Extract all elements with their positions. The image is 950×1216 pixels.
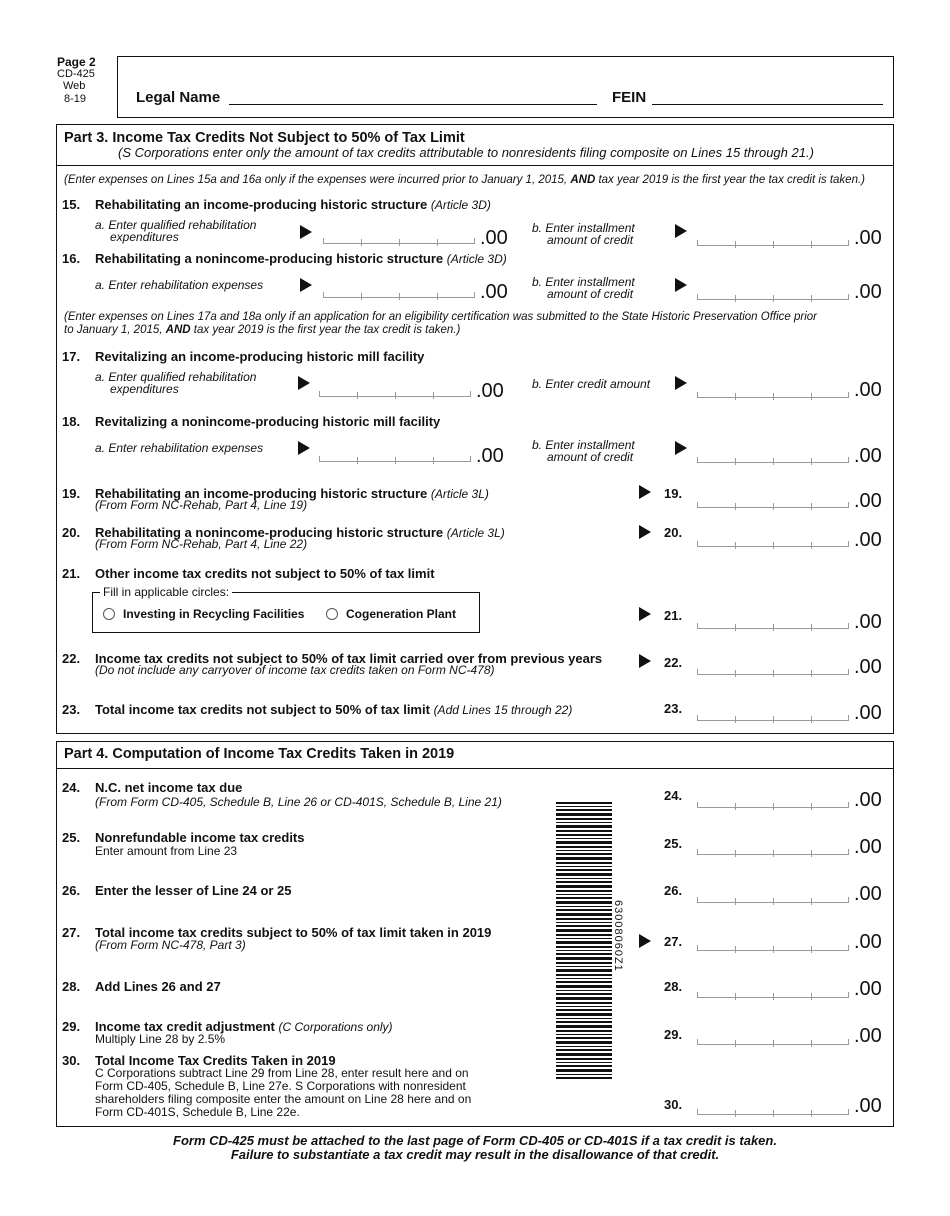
header-box: [117, 56, 894, 118]
line-30-cents: .00: [854, 1095, 882, 1117]
line-21-option-cogeneration[interactable]: Cogeneration Plant: [326, 608, 456, 621]
line-20-title: Rehabilitating a nonincome-producing historic structure (Article 3L): [95, 525, 505, 540]
arrow-icon: [639, 525, 651, 539]
line-16a-label: a. Enter rehabilitation expenses: [95, 278, 264, 292]
line-21-title: Other income tax credits not subject to 50% of tax limit: [95, 566, 435, 581]
line-21-number: 21.: [62, 566, 81, 581]
legal-name-label: Legal Name: [136, 89, 221, 106]
arrow-icon: [675, 376, 687, 390]
line-23-number: 23.: [62, 702, 81, 717]
line-23-field[interactable]: [697, 703, 849, 721]
part3-note1: (Enter expenses on Lines 15a and 16a only if the expenses were incurred prior to January 1, 2015, AND tax year 2019 is the first year the tax credit is taken.): [64, 174, 865, 186]
line-27-number: 27.: [62, 925, 81, 940]
line-17a-cents: .00: [476, 380, 504, 402]
line-21-fill-label: Fill in applicable circles:: [100, 586, 232, 599]
footer-line-2: Failure to substantiate a tax credit may result in the disallowance of that credit.: [230, 1147, 720, 1162]
line-26-field[interactable]: [697, 885, 849, 903]
line-17a-field[interactable]: [319, 379, 471, 397]
line-15a-cents: .00: [480, 227, 508, 249]
line-15a-label: a. Enter qualified rehabilitation: [95, 218, 257, 232]
line-16-number: 16.: [62, 251, 81, 266]
line-26-title: Enter the lesser of Line 24 or 25: [95, 883, 292, 898]
line-24-source: (From Form CD-405, Schedule B, Line 26 or CD-401S, Schedule B, Line 21): [95, 795, 502, 809]
line-30-instruction: C Corporations subtract Line 29 from Line 28, enter result here and on Form CD-405, Schedule B, Line 27e. S Corporations with nonresident shareholders filing composite enter the amount on Line 28 here and on Form CD-401S, Schedule B, Line 22e.: [95, 1066, 472, 1119]
footer-line-1: Form CD-425 must be attached to the last page of Form CD-405 or CD-401S if a tax credit is taken.: [173, 1133, 777, 1148]
arrow-icon: [298, 441, 310, 455]
part3-note2: (Enter expenses on Lines 17a and 18a only if an application for an eligibility certification was submitted to the State Historic Preservation Office prior to January 1, 2015, AND tax year 2019 is the first year the tax credit is taken.): [64, 311, 818, 336]
line-27-title: Total income tax credits subject to 50% of tax limit taken in 2019: [95, 925, 492, 940]
line-28-cents: .00: [854, 978, 882, 1000]
line-28-field[interactable]: [697, 980, 849, 998]
line-16b-field[interactable]: [697, 282, 849, 300]
line-26-cents: .00: [854, 883, 882, 905]
fein-field[interactable]: [652, 104, 883, 105]
line-17b-cents: .00: [854, 379, 882, 401]
arrow-icon: [675, 224, 687, 238]
line-16b-label-2: amount of credit: [547, 287, 634, 301]
line-27-cents: .00: [854, 931, 882, 953]
line-25-field[interactable]: [697, 837, 849, 855]
form-revision: 8-19: [64, 93, 87, 105]
line-25-cents: .00: [854, 836, 882, 858]
line-30-field[interactable]: [697, 1097, 849, 1115]
part3-subtitle: (S Corporations enter only the amount of tax credits attributable to nonresidents filing composite on Lines 15 through 21.): [118, 145, 814, 160]
line-15-title: Rehabilitating an income-producing historic structure (Article 3D): [95, 197, 491, 212]
line-25-ref: 25.: [664, 836, 683, 851]
line-22-title: Income tax credits not subject to 50% of tax limit carried over from previous years: [95, 651, 603, 666]
line-22-number: 22.: [62, 651, 81, 666]
line-18b-field[interactable]: [697, 445, 849, 463]
line-16a-cents: .00: [480, 281, 508, 303]
line-17a-label-2: expenditures: [110, 382, 179, 396]
line-16b-label: b. Enter installment: [532, 275, 635, 289]
form-number: CD-425: [57, 68, 95, 80]
line-29-number: 29.: [62, 1019, 81, 1034]
line-15b-label: b. Enter installment: [532, 221, 635, 235]
line-23-cents: .00: [854, 702, 882, 724]
arrow-icon: [639, 485, 651, 499]
line-18a-cents: .00: [476, 445, 504, 467]
line-18a-label: a. Enter rehabilitation expenses: [95, 441, 264, 455]
line-30-ref: 30.: [664, 1097, 683, 1112]
line-19-field[interactable]: [697, 490, 849, 508]
line-25-title: Nonrefundable income tax credits: [95, 830, 305, 845]
line-20-ref: 20.: [664, 525, 683, 540]
line-21-field[interactable]: [697, 611, 849, 629]
line-20-field[interactable]: [697, 529, 849, 547]
line-15a-label-2: expenditures: [110, 230, 179, 244]
line-27-source: (From Form NC-478, Part 3): [95, 938, 246, 952]
line-25-number: 25.: [62, 830, 81, 845]
part4-divider: [56, 768, 894, 769]
line-28-title: Add Lines 26 and 27: [95, 979, 221, 994]
line-24-ref: 24.: [664, 788, 683, 803]
line-22-field[interactable]: [697, 657, 849, 675]
part4-title: Part 4. Computation of Income Tax Credits Taken in 2019: [64, 746, 455, 762]
arrow-icon: [639, 934, 651, 948]
line-24-cents: .00: [854, 789, 882, 811]
fein-label: FEIN: [612, 89, 647, 106]
line-20-source: (From Form NC-Rehab, Part 4, Line 22): [95, 537, 308, 551]
legal-name-field[interactable]: [229, 104, 597, 105]
line-15b-cents: .00: [854, 227, 882, 249]
arrow-icon: [675, 441, 687, 455]
arrow-icon: [300, 278, 312, 292]
arrow-icon: [639, 654, 651, 668]
line-27-ref: 27.: [664, 934, 683, 949]
line-19-source: (From Form NC-Rehab, Part 4, Line 19): [95, 498, 308, 512]
line-29-field[interactable]: [697, 1027, 849, 1045]
line-16-title: Rehabilitating a nonincome-producing historic structure (Article 3D): [95, 251, 507, 266]
barcode-number: 63008060Z1: [612, 900, 624, 972]
line-17-title: Revitalizing an income-producing historic mill facility: [95, 349, 425, 364]
part3-divider: [56, 165, 894, 166]
line-25-instruction: Enter amount from Line 23: [95, 844, 238, 858]
line-15-number: 15.: [62, 197, 81, 212]
line-26-number: 26.: [62, 883, 81, 898]
line-28-ref: 28.: [664, 979, 683, 994]
line-17b-field[interactable]: [697, 380, 849, 398]
line-19-ref: 19.: [664, 486, 683, 501]
radio-circle-icon[interactable]: [326, 608, 338, 620]
line-18b-label: b. Enter installment: [532, 438, 635, 452]
line-19-number: 19.: [62, 486, 81, 501]
line-21-option-recycling[interactable]: Investing in Recycling Facilities: [103, 608, 304, 621]
line-22-ref: 22.: [664, 655, 683, 670]
line-21-ref: 21.: [664, 608, 683, 623]
line-18b-label-2: amount of credit: [547, 450, 634, 464]
line-20-number: 20.: [62, 525, 81, 540]
line-18a-field[interactable]: [319, 444, 471, 462]
line-29-title: Income tax credit adjustment (C Corporations only): [95, 1019, 393, 1034]
line-17-number: 17.: [62, 349, 81, 364]
line-22-cents: .00: [854, 656, 882, 678]
line-24-title: N.C. net income tax due: [95, 780, 243, 795]
page-number: Page 2: [57, 55, 96, 69]
line-16a-field[interactable]: [323, 280, 475, 298]
line-18-title: Revitalizing a nonincome-producing historic mill facility: [95, 414, 441, 429]
arrow-icon: [675, 278, 687, 292]
barcode: [556, 802, 612, 1081]
line-18-number: 18.: [62, 414, 81, 429]
line-21-cents: .00: [854, 611, 882, 633]
line-15b-label-2: amount of credit: [547, 233, 634, 247]
line-29-instruction: Multiply Line 28 by 2.5%: [95, 1032, 226, 1046]
line-23-ref: 23.: [664, 701, 683, 716]
line-15a-field[interactable]: [323, 226, 475, 244]
line-28-number: 28.: [62, 979, 81, 994]
part3-box: [56, 124, 894, 734]
line-24-number: 24.: [62, 780, 81, 795]
line-19-cents: .00: [854, 490, 882, 512]
arrow-icon: [298, 376, 310, 390]
arrow-icon: [300, 225, 312, 239]
radio-circle-icon[interactable]: [103, 608, 115, 620]
line-19-title: Rehabilitating an income-producing historic structure (Article 3L): [95, 486, 489, 501]
line-30-number: 30.: [62, 1053, 81, 1068]
line-17a-label: a. Enter qualified rehabilitation: [95, 370, 257, 384]
arrow-icon: [639, 607, 651, 621]
part3-title: Part 3. Income Tax Credits Not Subject to 50% of Tax Limit: [64, 130, 465, 146]
line-29-cents: .00: [854, 1025, 882, 1047]
line-29-ref: 29.: [664, 1027, 683, 1042]
line-18b-cents: .00: [854, 445, 882, 467]
line-27-field[interactable]: [697, 933, 849, 951]
line-23-title: Total income tax credits not subject to 50% of tax limit (Add Lines 15 through 22): [95, 702, 573, 717]
line-22-note: (Do not include any carryover of income tax credits taken on Form NC-478): [95, 663, 495, 677]
line-24-field[interactable]: [697, 790, 849, 808]
form-web-label: Web: [63, 80, 86, 92]
line-30-title: Total Income Tax Credits Taken in 2019: [95, 1053, 336, 1068]
line-20-cents: .00: [854, 529, 882, 551]
line-16b-cents: .00: [854, 281, 882, 303]
line-26-ref: 26.: [664, 883, 683, 898]
line-17b-label: b. Enter credit amount: [532, 377, 651, 391]
line-15b-field[interactable]: [697, 228, 849, 246]
